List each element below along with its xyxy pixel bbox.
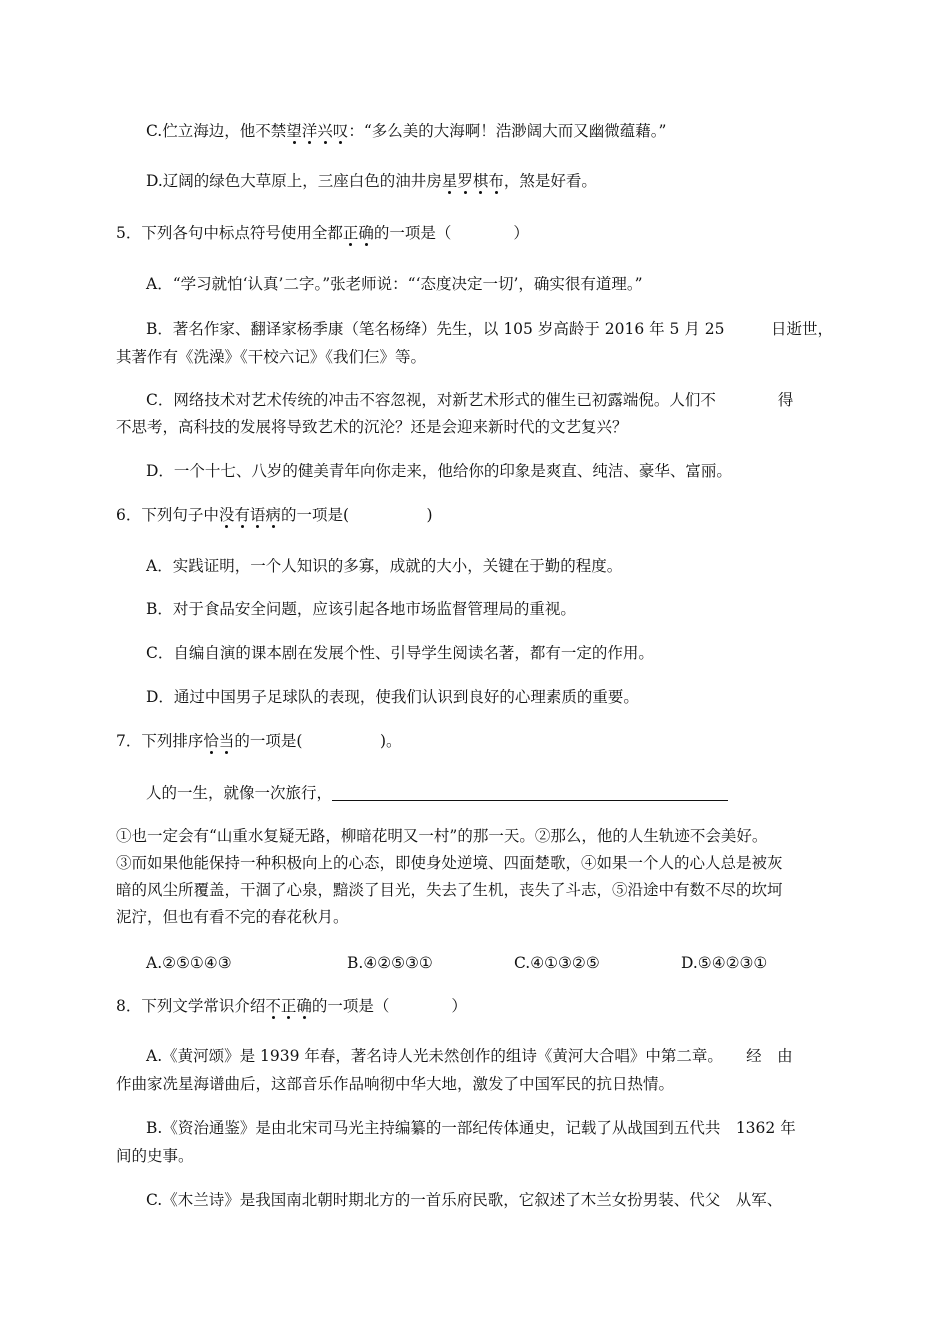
emphasis-dotted-text: 不正确 — [265, 997, 312, 1015]
q7-option-b: B.④②⑤③① — [347, 954, 433, 972]
q8-stem: 8．下列文学常识介绍不正确的一项是（ ） — [116, 997, 467, 1015]
q5-option-c-line1: C．网络技术对艺术传统的冲击不容忽视，对新艺术形式的催生已初露端倪。人们不 得 — [146, 391, 794, 409]
q7-option-c: C.④①③②⑤ — [514, 954, 600, 972]
q8-option-b-line2: 间的史事。 — [116, 1147, 194, 1165]
q8-option-c-line1: C.《木兰诗》是我国南北朝时期北方的一首乐府民歌，它叙述了木兰女扮男装、代父 从军、 — [146, 1191, 783, 1209]
q4-option-c: C.伫立海边，他不禁望洋兴叹：“多么美的大海啊！浩渺阔大而又幽微蕴藉。” — [146, 122, 667, 140]
q7-passage-line2: ③而如果他能保持一种积极向上的心态，即使身处逆境、四面楚歌，④如果一个人的心人总是被灰 — [116, 854, 783, 872]
answer-blank-line — [332, 782, 728, 801]
q6-stem: 6．下列句子中没有语病的一项是( ) — [116, 506, 433, 524]
emphasis-dotted-text: 星罗棋布 — [441, 172, 504, 190]
q6-option-c: C．自编自演的课本剧在发展个性、引导学生阅读名著，都有一定的作用。 — [146, 644, 654, 662]
q6-option-a: A．实践证明，一个人知识的多寡，成就的大小，关键在于勤的程度。 — [146, 557, 623, 575]
emphasis-dotted-text: 恰当 — [203, 732, 235, 750]
q8-option-a-line2: 作曲家冼星海谱曲后，这部音乐作品响彻中华大地，激发了中国军民的抗日热情。 — [116, 1075, 675, 1093]
q6-option-d: D．通过中国男子足球队的表现，使我们认识到良好的心理素质的重要。 — [146, 688, 639, 706]
q7-option-d: D.⑤④②③① — [681, 954, 768, 972]
q7-stem: 7．下列排序恰当的一项是( )。 — [116, 732, 402, 750]
q8-option-b-line1: B.《资治通鉴》是由北宋司马光主持编纂的一部纪传体通史，记载了从战国到五代共 1362 年 — [146, 1119, 796, 1137]
q5-option-b-line2: 其著作有《洗澡》《干校六记》《我们仨》等。 — [116, 348, 427, 366]
q7-passage-line1: ①也一定会有“山重水复疑无路，柳暗花明又一村”的那一天。②那么，他的人生轨迹不会美好。 — [116, 827, 768, 845]
q7-option-a: A.②⑤①④③ — [146, 954, 232, 972]
q7-lead: 人的一生，就像一次旅行， — [146, 780, 842, 807]
q5-option-d: D．一个十七、八岁的健美青年向你走来，他给你的印象是爽直、纯洁、豪华、富丽。 — [146, 462, 732, 480]
q5-option-a: A．“学习就怕‘认真’二字。”张老师说：“‘态度决定一切’，确实很有道理。” — [146, 275, 643, 293]
emphasis-dotted-text: 望洋兴叹 — [286, 122, 349, 140]
q5-option-c-line2: 不思考，高科技的发展将导致艺术的沉沦？还是会迎来新时代的文艺复兴？ — [116, 418, 628, 436]
emphasis-dotted-text: 正确 — [342, 224, 374, 242]
emphasis-dotted-text: 没有语病 — [218, 506, 281, 524]
q7-passage-line4: 泥泞，但也有看不完的春花秋月。 — [116, 908, 349, 926]
q8-option-a-line1: A.《黄河颂》是 1939 年春，著名诗人光未然创作的组诗《黄河大合唱》中第二章。 经 由 — [146, 1047, 793, 1065]
q6-option-b: B．对于食品安全问题，应该引起各地市场监督管理局的重视。 — [146, 600, 576, 618]
q5-stem: 5．下列各句中标点符号使用全都正确的一项是（ ） — [116, 224, 529, 242]
q4-option-d: D.辽阔的绿色大草原上，三座白色的油井房星罗棋布，煞是好看。 — [146, 172, 597, 190]
q5-option-b-line1: B．著名作家、翻译家杨季康（笔名杨绛）先生，以 105 岁高龄于 2016 年 5 月 25 日逝世， — [146, 320, 833, 338]
q7-passage-line3: 暗的风尘所覆盖，干涸了心泉，黯淡了目光，失去了生机，丧失了斗志，⑤沿途中有数不尽的坎坷 — [116, 881, 783, 899]
